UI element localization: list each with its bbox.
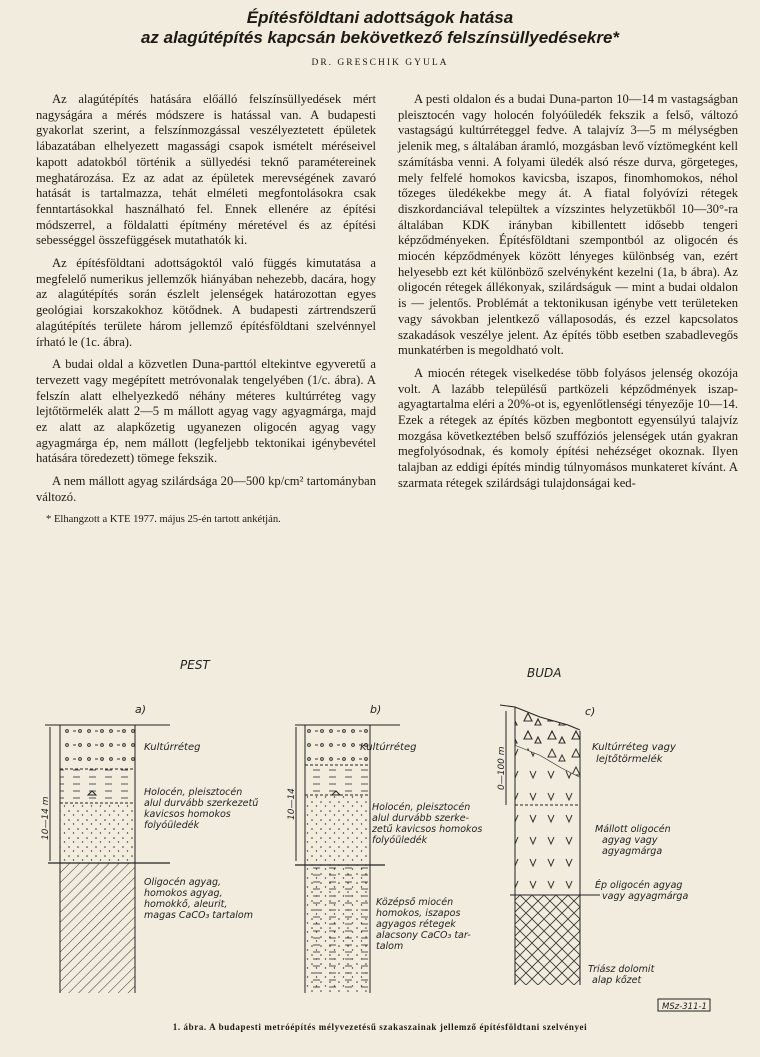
depth-a: 10—14 m bbox=[41, 796, 51, 840]
a-layer1-label: Kultúrréteg bbox=[144, 742, 201, 753]
a-layer3-label: Oligocén agyag, homokos agyag, homokkő, aleurit, magas CaCO₃ tartalom bbox=[144, 877, 253, 921]
depth-b: 10—14 bbox=[287, 788, 297, 820]
paragraph: A pesti oldalon és a budai Duna-parton 10—14 m vastagságban pleisztocén vagy holocén folyóüledék fekszik a felső, változó vastagságú kultúrréteggel fedve. A talajvíz 3—5 m mélységben jelenik meg, s általában áramló, mozgásban levő víztömegként kell számításba venni. A folyami üledék alsó része durva, görgeteges, mely felfelé homokos kavicsba, iszapos, finomhomokos, néhol tőzeges üledékekbe megy át. A fiatal folyóvízi rétegek diszkordanciával települtek a vízszintes helyzetükből 10—30°-ra általában KDK irányban kibillentett idősebb tengeri képződményeken. Építésföldtani szempontból az oligocén és miocén képződmények között lényeges különbség van, ezért helyesebb ezt két különböző szelvényként kezelni (1a, b ábra). Az oligocén rétegek állékonyak, szilárdságuk — mint a budai oldalon is — jelentős. Problémát a tektonikusan igénybe vett területeken vagy sávokban jelentkező vállaposodás, és ezzel kapcsolatos szakadások veszélye jelent. Az építés több esetben szabadlevegős munkatérben is megoldható volt. bbox=[398, 92, 738, 358]
right-column bbox=[398, 92, 738, 499]
side-label-pest: PEST bbox=[180, 658, 210, 672]
c-layer2-label: Mállott oligocén agyag vagy agyagmárga bbox=[595, 824, 671, 857]
paragraph: A budai oldal a közvetlen Duna-parttól eltekintve egyveretű a tervezett vagy megépített metróvonalak tengelyében (1/c. ábra). A felszín alatt elhelyezkedő néhány méteres kultúrréteg vagy lejtőtörmelék alatt 2—5 m mállott agyag vagy agyagmárga, majd ez alatt az alapkőzetig ugyanezen oligocén agyag vagy agyagmárga ép, nem mállott (legfeljebb tektonikai igénybevétel hatására töredezett) tömege fekszik. bbox=[36, 357, 376, 466]
b-layer3-label: Középső miocén homokos, iszapos agyagos rétegek alacsony CaCO₃ tar- talom bbox=[376, 897, 471, 952]
b-layer1-label: Kultúrréteg bbox=[360, 742, 417, 753]
article-title bbox=[0, 8, 760, 48]
author-line: DR. GRESCHIK GYULA bbox=[311, 58, 449, 68]
c-layer3-label: Ép oligocén agyag vagy agyagmárga bbox=[595, 880, 689, 902]
column-c bbox=[497, 705, 600, 985]
b-layer2-label: Holocén, pleisztocén alul durvább szerke- zetű kavicsos homokos folyóüledék bbox=[372, 802, 483, 846]
c-layer4-label: Triász dolomit alap kőzet bbox=[588, 964, 655, 986]
paragraph: Az alagútépítés hatására előálló felszínsüllyedések mért nagyságára a mérés módszere is hatással van. A budapesti gyakorlat szerint, a felszínmozgással veszélyeztetett épületek lábazatában elhelyezett magassági csapok ismételt méréseivel kapott adatokból történik a süllyedési teknő paramétereinek meghatározása. Ez az adat az épületek merevségének zavaró hatását is tartalmazza, tehát elméleti megfontolásokra csak fenntartásokkal használható fel. Ennek ellenére az építési módszerrel, a földalatti építmény méretével és az építési sebességgel összefüggések mutathatók ki. bbox=[36, 92, 376, 248]
left-column bbox=[36, 92, 376, 527]
geological-profile-figure bbox=[40, 655, 720, 1015]
paragraph: Az építésföldtani adottságoktól való függés kimutatása a megfelelő numerikus jellemzők hiányában nehezebb, dacára, hogy az alagútépítés során észlelt jelenségek határozottan egyes geológiai korszakokhoz kötődnek. A budapesti zártrendszerű alagútépítés területe három jellemző építésföldtani szelvénnyel írható le (1c. ábra). bbox=[36, 256, 376, 349]
title-line-1: Építésföldtani adottságok hatása bbox=[246, 8, 514, 27]
c-layer1-label: Kultúrréteg vagy lejtőtörmelék bbox=[592, 742, 676, 765]
paragraph: A nem mállott agyag szilárdsága 20—500 kp/cm² tartományban változó. bbox=[36, 474, 376, 504]
panel-a-label: a) bbox=[135, 703, 147, 716]
figure-caption: 1. ábra. A budapesti metróépítés mélyvezetésű szakaszainak jellemző építésföldtani szelvényei bbox=[172, 1022, 588, 1032]
title-line-2: az alagútépítés kapcsán bekövetkező felszínsüllyedésekre* bbox=[140, 28, 620, 47]
panel-b-label: b) bbox=[370, 703, 382, 716]
figure-stamp bbox=[658, 999, 710, 1012]
a-layer2-label: Holocén, pleisztocén alul durvább szerkezetű kavicsos homokos folyóüledék bbox=[144, 787, 259, 831]
column-a bbox=[41, 725, 170, 993]
svg-text:MSz-311-1: MSz-311-1 bbox=[662, 1002, 707, 1012]
footnote: * Elhangzott a KTE 1977. május 25-én tartott ankétján. bbox=[46, 513, 281, 525]
paragraph: A miocén rétegek viselkedése több folyásos jelenség okozója volt. A lazább településű partközeli képződmények iszap-agyagtartalma eléri a 20%-ot is, egyenlőtlenségi tényezője 10—14. Ezek a rétegek az építés közben megbontott egyensúlyú talajvíz mozgása következtében belső szuffóziós jelenségek után gyakran megfolyósodnak, és komoly építési nehézséget okoznak. Ilyen talajban az eddigi építés mindig túlnyomásos munkateret kívánt. A szarmata rétegek szilárdsági tulajdonságai ked- bbox=[398, 365, 738, 490]
column-b bbox=[287, 725, 400, 993]
depth-c: 0—100 m bbox=[497, 746, 507, 790]
side-label-buda: BUDA bbox=[527, 666, 562, 680]
panel-c-label: c) bbox=[585, 705, 596, 718]
